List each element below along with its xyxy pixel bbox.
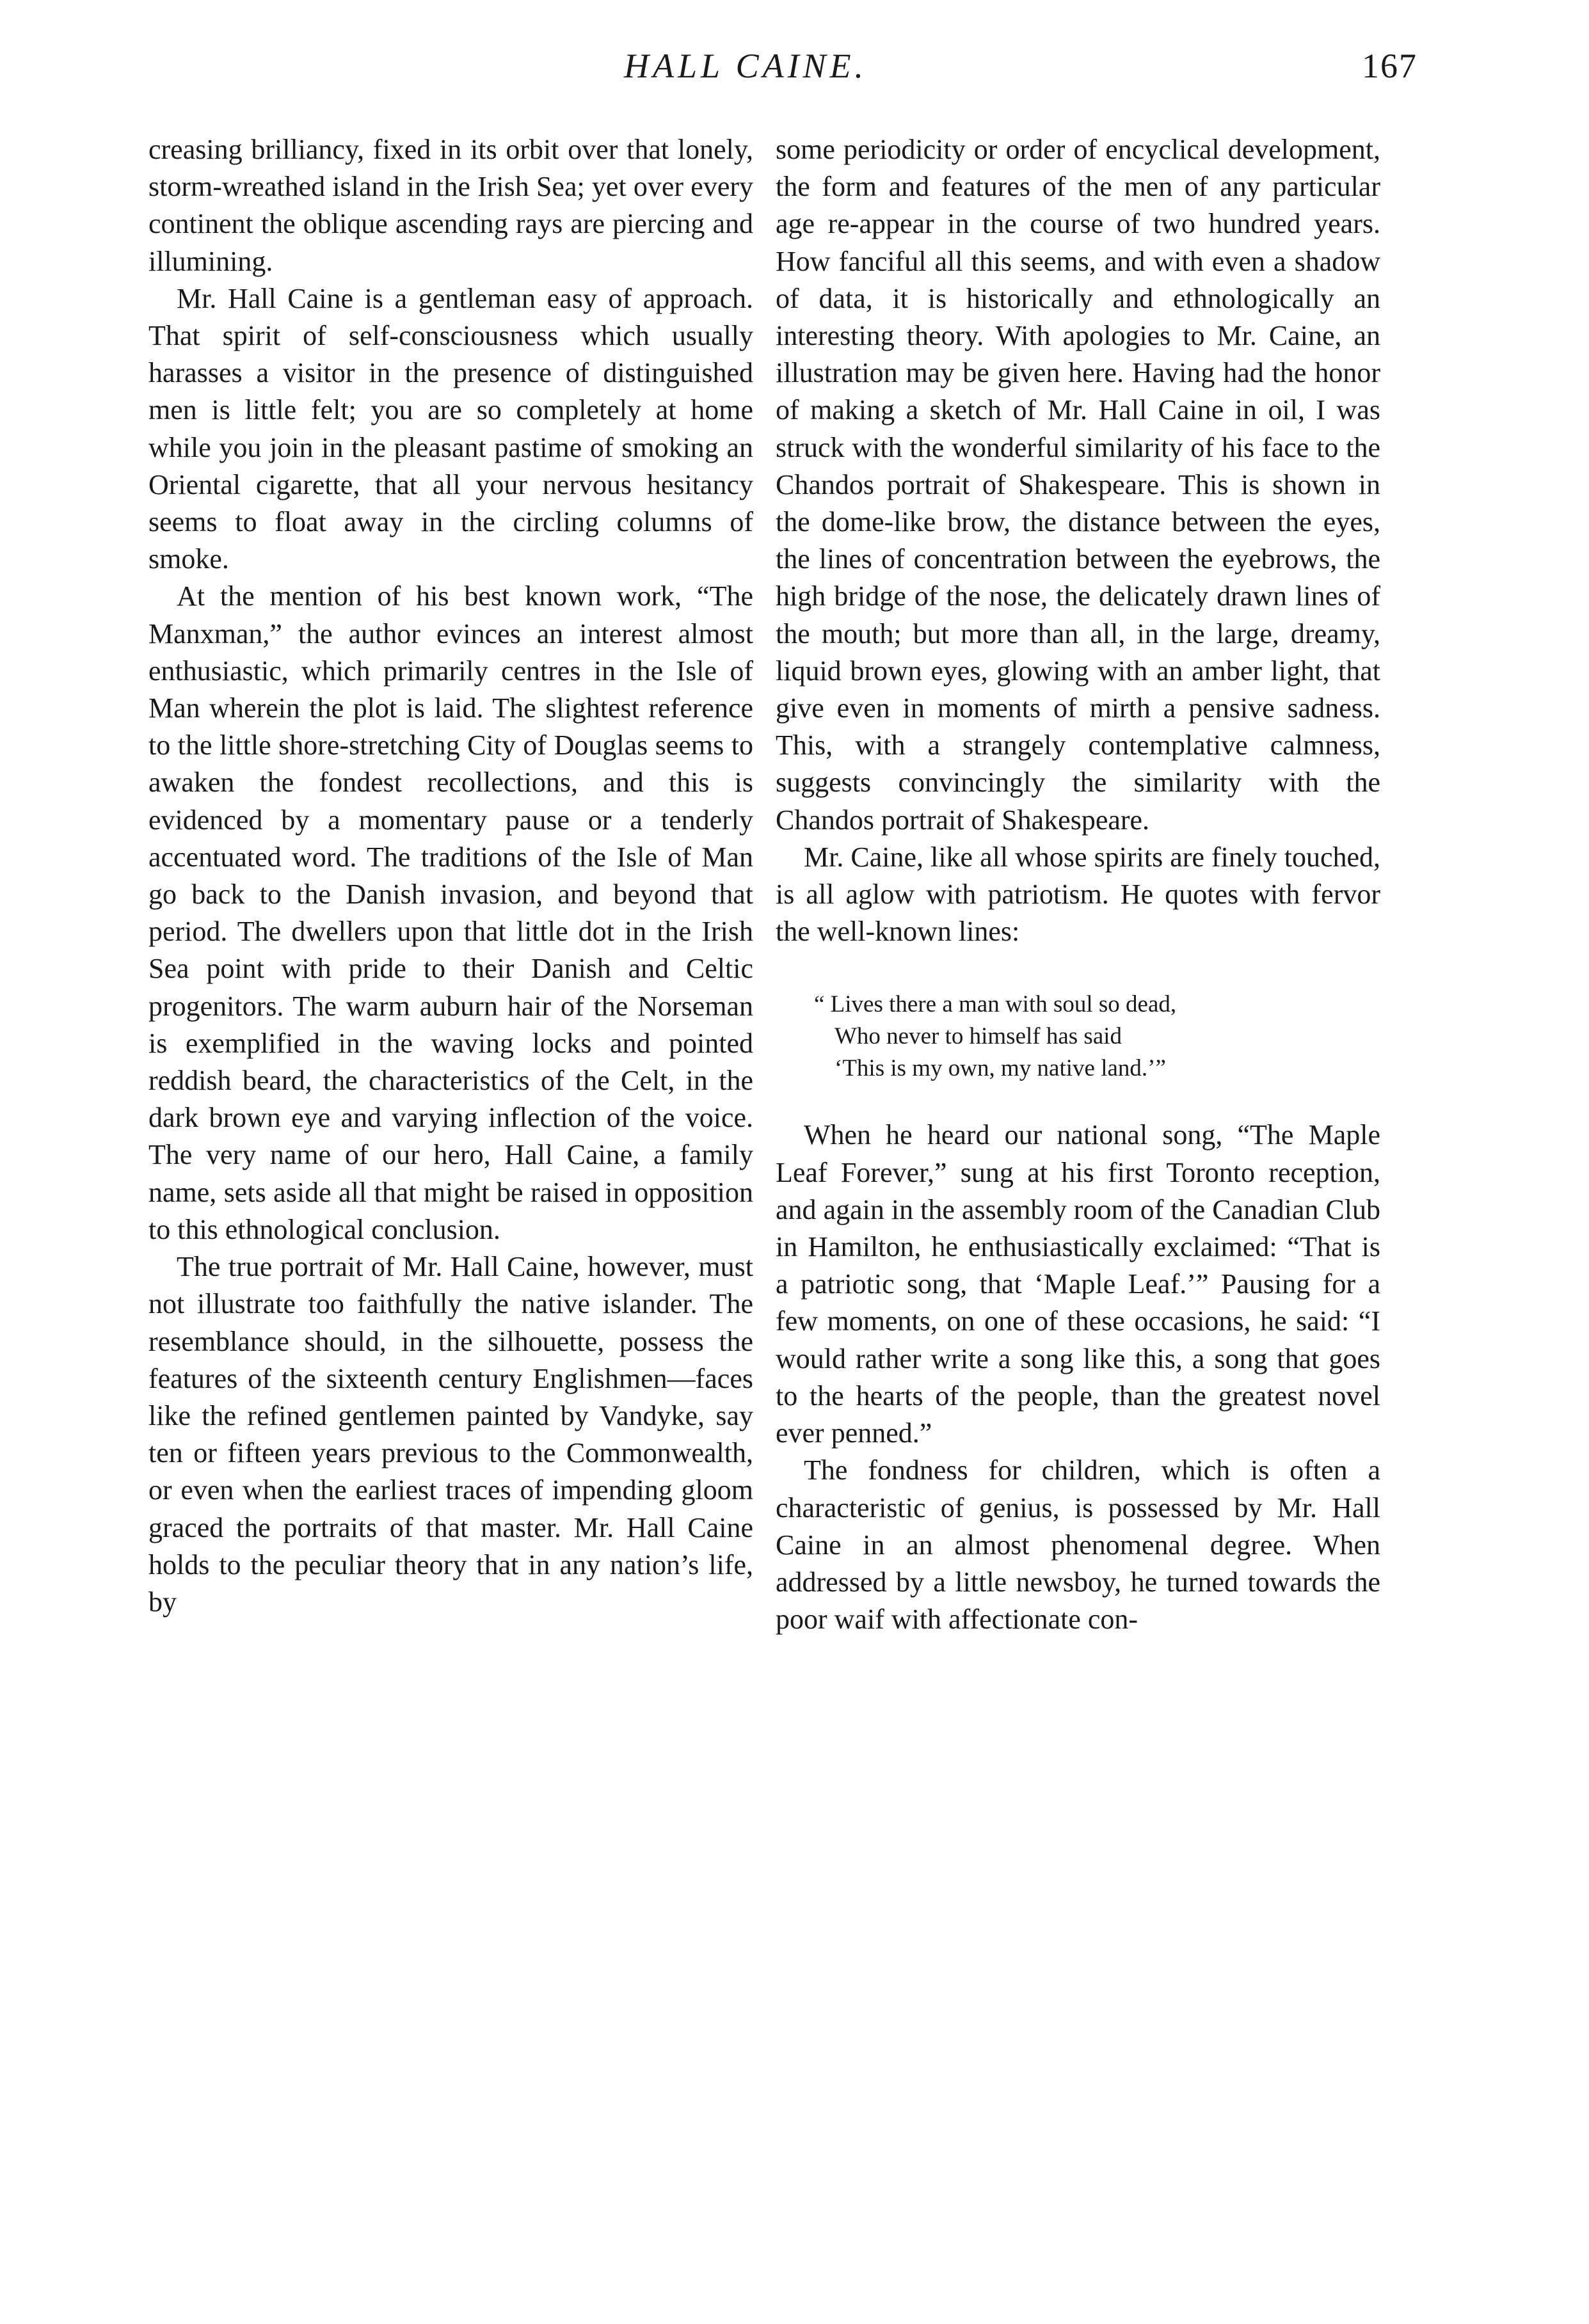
paragraph: When he heard our national song, “The Maple Leaf Forever,” sung at his first Toronto reception, and again in the assembly room of the Canadian Club in Hamilton, he enthusiastically exclaimed: “That is a patriotic song, that ‘Maple Leaf.’” Pausing for a few moments, on one of these occasions, he said: “I would rather write a song like this, a song that goes to the hearts of the people, than the greatest novel ever penned.”	[776, 1119, 1380, 1449]
left-column	[148, 131, 753, 1621]
paragraph: At the mention of his best known work, “The Manxman,” the author evinces an interest almost enthusiastic, which primarily centres in the Isle of Man wherein the plot is laid. The slightest reference to the little shore-stretching City of Douglas seems to awaken the fondest recollections, and this is evidenced by a momentary pause or a tenderly accentuated word. The traditions of the Isle of Man go back to the Danish invasion, and beyond that period. The dwellers upon that little dot in the Irish Sea point with pride to their Danish and Celtic progenitors. The warm auburn hair of the Norseman is exemplified in the waving locks and pointed reddish beard, the characteristics of the Celt, in the dark brown eye and varying inflection of the voice. The very name of our hero, Hall Caine, a family name, sets aside all that might be raised in opposition to this ethnological conclusion.	[148, 580, 753, 1245]
paragraph: The true portrait of Mr. Hall Caine, however, must not illustrate too faithfully the native islander. The resemblance should, in the silhouette, possess the features of the sixteenth century Englishmen—faces like the refined gentlemen painted by Vandyke, say ten or fifteen years previous to the Commonwealth, or even when the earliest traces of impending gloom graced the portraits of that master. Mr. Hall Caine holds to the peculiar theory that in any nation’s life, by	[148, 1251, 753, 1618]
poem-quote	[814, 989, 1380, 1085]
paragraph: Mr. Caine, like all whose spirits are finely touched, is all aglow with patriotism. He quotes with fervor the well-known lines:	[776, 841, 1380, 948]
paragraph: creasing brilliancy, fixed in its orbit over that lonely, storm-wreathed island in the Irish Sea; yet over every continent the oblique ascending rays are piercing and illumining.	[148, 134, 753, 277]
right-column	[776, 131, 1380, 1638]
poem-line: Who never to himself has said	[834, 1023, 1122, 1050]
poem-line: “ Lives there a man with soul so dead,	[814, 991, 1177, 1018]
poem-line: ‘This is my own, my native land.’”	[834, 1055, 1166, 1082]
paragraph: The fondness for children, which is often a characteristic of genius, is possessed by Mr. Hall Caine in an almost phenomenal degree. When addressed by a little newsboy, he turned towards the poor waif with affectionate con-	[776, 1454, 1380, 1636]
paragraph: Mr. Hall Caine is a gentleman easy of approach. That spirit of self-consciousness which usually harasses a visitor in the presence of distinguished men is little felt; you are so completely at home while you join in the pleasant pastime of smoking an Oriental cigarette, that all your nervous hesitancy seems to float away in the circling columns of smoke.	[148, 282, 753, 575]
running-title: HALL CAINE.	[624, 47, 868, 85]
running-head	[0, 46, 1589, 104]
page-number: 167	[1362, 47, 1417, 85]
paragraph: some periodicity or order of encyclical development, the form and features of the men of any particular age re-appear in the course of two hundred years. How fanciful all this seems, and with even a shadow of data, it is historically and ethnologically an interesting theory. With apologies to Mr. Caine, an illustration may be given here. Having had the honor of making a sketch of Mr. Hall Caine in oil, I was struck with the wonderful similarity of his face to the Chandos portrait of Shakespeare. This is shown in the dome-like brow, the distance between the eyes, the lines of concentration between the eyebrows, the high bridge of the nose, the delicately drawn lines of the mouth; but more than all, in the large, dreamy, liquid brown eyes, glowing with an amber light, that give even in moments of mirth a pensive sadness. This, with a strangely contemplative calmness, suggests convincingly the similarity with the Chandos portrait of Shakespeare.	[776, 134, 1380, 836]
